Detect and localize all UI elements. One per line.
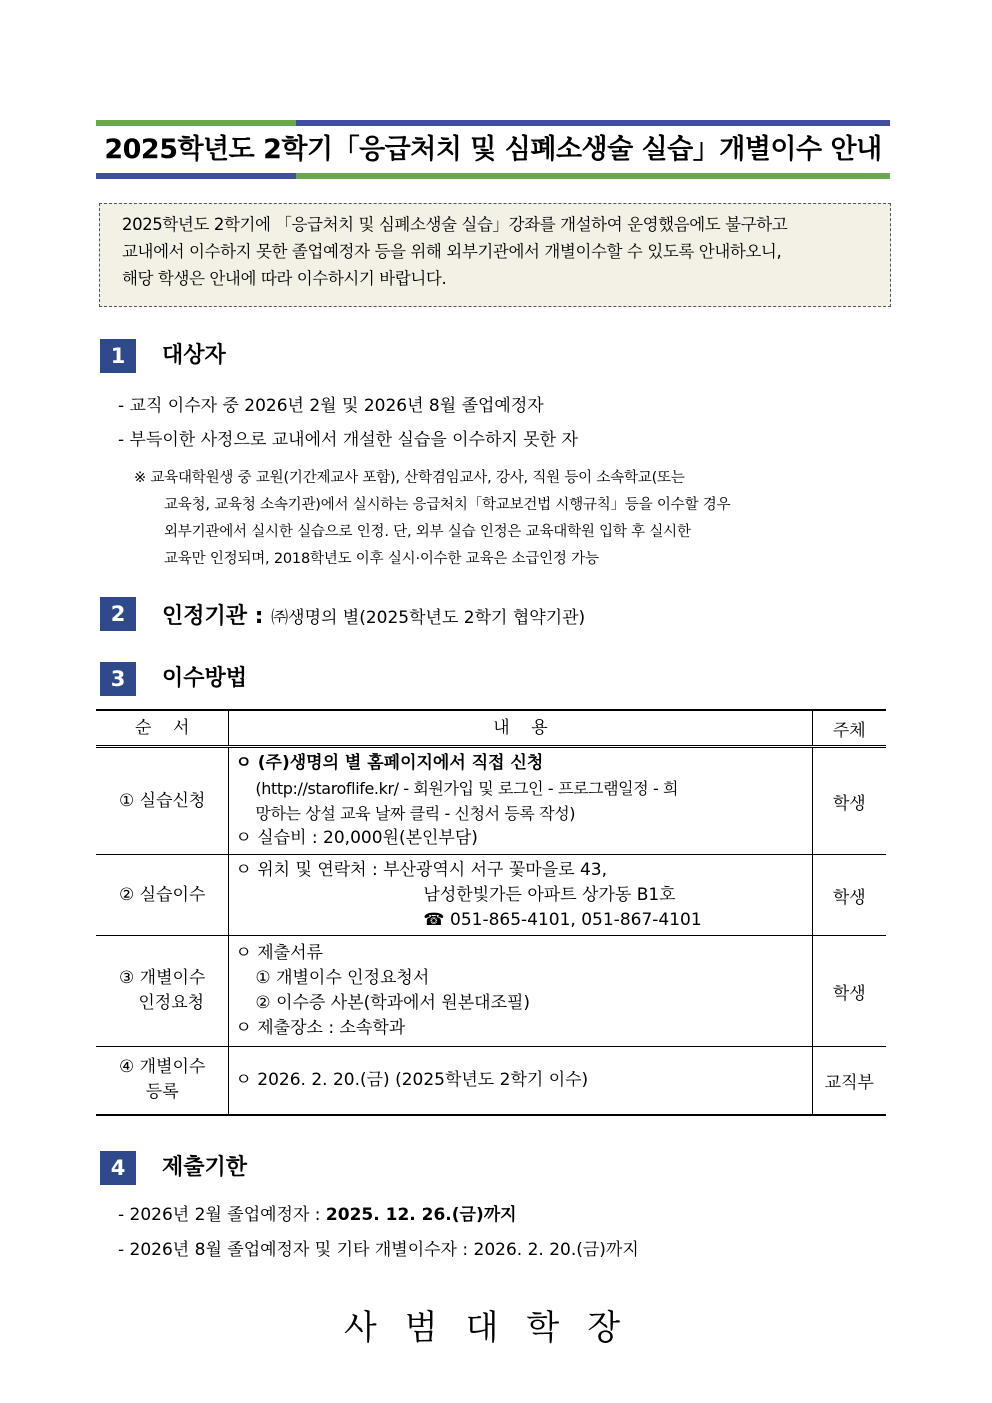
note-line: ※ 교육대학원생 중 교원(기간제교사 포함), 산학겸임교사, 강사, 직원 등이 소속학교(또는 [134,470,685,486]
table-row [96,936,886,1047]
section-title-label: 인정기관 : [162,604,264,629]
content-cell [229,747,812,855]
section-title-target: 대상자 [162,343,226,368]
section-title-deadline: 제출기한 [162,1155,248,1180]
title-bar-bottom-blue [96,173,296,179]
content-line: ㅇ 실습비 : 20,000원(본인부담) [235,828,478,848]
content-line: ② 이수증 사본(학과에서 원본대조필) [255,993,531,1013]
content-line: ① 개별이수 인정요청서 [255,968,430,988]
step-cell: ① 실습신청 [96,747,229,855]
intro-line: 교내에서 이수하지 못한 졸업예정자 등을 위해 외부기관에서 개별이수할 수 있도록 안내하오니, [122,242,782,261]
content-cell [229,855,812,936]
content-cell [229,1047,812,1115]
note-line: 교육만 인정되며, 2018학년도 이후 실시·이수한 교육은 소급인정 가능 [164,551,599,567]
table-header-row [96,710,886,747]
actor-cell: 학생 [812,855,886,936]
content-line: ㅇ 위치 및 연락처 : 부산광역시 서구 꽃마을로 43, [235,859,608,880]
step-line: ④ 개별이수 [119,1057,206,1078]
content-line: ㅇ (주)생명의 별 홈페이지에서 직접 신청 [235,753,544,773]
intro-line: 해당 학생은 안내에 따라 이수하시기 바랍니다. [122,269,447,288]
step-cell [96,1047,229,1115]
header-order: 순 서 [96,710,229,747]
note-line: 외부기관에서 실시한 실습으로 인정. 단, 외부 실습 인정은 교육대학원 입학 후 실시한 [164,524,691,540]
section-title-institution [162,600,585,635]
intro-box [99,203,891,307]
content-line: 망하는 상설 교육 날짜 클릭 - 신청서 등록 작성) [255,804,576,823]
table-row [96,747,886,855]
step-cell: ② 실습이수 [96,855,229,936]
content-line: 남성한빛가든 아파트 상가동 B1호 [423,884,676,905]
document-title: 2025학년도 2학기「응급처치 및 심폐소생술 실습」개별이수 안내 [104,134,882,165]
header-content: 내 용 [229,710,812,747]
section-number-1: 1 [100,339,136,373]
step-line: 등록 [145,1082,179,1103]
content-cell [229,936,812,1047]
section-number-2: 2 [100,597,136,631]
method-table [96,709,886,1116]
actor-cell: 학생 [812,936,886,1047]
actor-cell: 교직부 [812,1047,886,1115]
deadline-item [118,1203,517,1227]
step-cell [96,936,229,1047]
actor-cell: 학생 [812,747,886,855]
institution-name: ㈜생명의 별(2025학년도 2학기 협약기관) [271,608,586,628]
note-line: 교육청, 교육청 소속기관)에서 실시하는 응급처치「학교보건법 시행규칙」등을 이수할 경우 [164,497,731,513]
section-number-3: 3 [100,662,136,696]
content-line: ☎ 051-865-4101, 051-867-4101 [423,909,702,930]
step-line: 인정요청 [138,993,205,1013]
title-bar-bottom-green [296,173,890,179]
target-item: - 부득이한 사정으로 교내에서 개설한 실습을 이수하지 못한 자 [118,430,578,450]
title-bar-top-green [96,120,296,126]
section-title-method: 이수방법 [162,666,248,691]
content-line: ㅇ 제출장소 : 소속학과 [235,1018,406,1038]
content-line: (http://staroflife.kr/ - 회원가입 및 로그인 - 프로그램일정 - 희 [255,779,679,798]
section-number-4: 4 [100,1151,136,1185]
title-bar-top-blue [296,120,890,126]
header-actor: 주체 [812,710,886,747]
deadline-label: - 2026년 2월 졸업예정자 : [118,1205,326,1225]
step-line: ③ 개별이수 [119,968,206,988]
deadline-item: - 2026년 8월 졸업예정자 및 기타 개별이수자 : 2026. 2. 20.(금)까지 [118,1240,639,1260]
table-row [96,855,886,936]
signature: 사범대학장 [343,1308,649,1348]
content-line: ㅇ 제출서류 [235,943,323,963]
target-item: - 교직 이수자 중 2026년 2월 및 2026년 8월 졸업예정자 [118,396,544,416]
deadline-value: 2025. 12. 26.(금)까지 [325,1205,517,1225]
content-line: ㅇ 2026. 2. 20.(금) (2025학년도 2학기 이수) [235,1069,589,1090]
intro-line: 2025학년도 2학기에 「응급처치 및 심폐소생술 실습」강좌를 개설하여 운영했음에도 불구하고 [122,215,788,234]
table-row [96,1047,886,1115]
